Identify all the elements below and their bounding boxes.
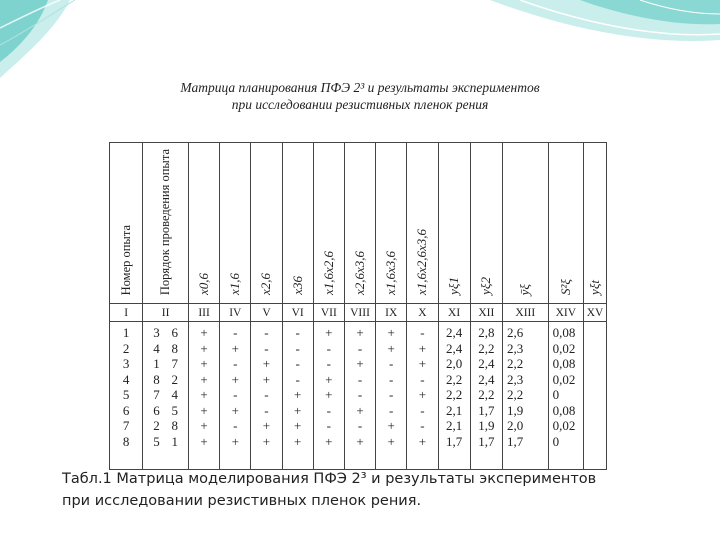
table-value: 2,1 xyxy=(445,418,463,434)
table-value: + xyxy=(293,387,302,403)
table-value: + xyxy=(200,418,208,434)
table-value: - xyxy=(420,418,425,434)
table-value: 5 xyxy=(171,402,179,418)
table-value: 1,7 xyxy=(506,433,524,449)
header-x1x2: x1,6x2,6 xyxy=(320,251,336,296)
table-value: + xyxy=(231,340,239,356)
table-value: 0,08 xyxy=(552,402,576,418)
table-value: - xyxy=(389,402,394,418)
table-value: - xyxy=(295,356,300,372)
table-value: 1 xyxy=(122,325,130,341)
table-value: 2,1 xyxy=(445,402,463,418)
table-value: + xyxy=(200,340,208,356)
header-cell xyxy=(110,143,143,304)
factor-cell xyxy=(376,322,407,470)
table-value: - xyxy=(233,356,238,372)
table-value: + xyxy=(418,433,427,449)
table-value: 7 xyxy=(153,387,160,403)
table-value: + xyxy=(356,433,364,449)
table-value: 1,9 xyxy=(478,418,495,434)
table-value: 0,08 xyxy=(552,356,576,372)
table-value: - xyxy=(295,371,300,387)
table-value: + xyxy=(387,340,395,356)
y2-cell xyxy=(470,322,502,470)
table-value: + xyxy=(293,433,302,449)
table-value: + xyxy=(200,433,208,449)
table-value: + xyxy=(356,402,364,418)
table-value: - xyxy=(357,387,363,403)
y-theoretical-cell xyxy=(584,322,607,470)
table-value: 0 xyxy=(552,387,560,403)
table-value: - xyxy=(420,402,425,418)
header-experiment-number: Номер опыта xyxy=(118,224,133,296)
table-value: - xyxy=(420,325,425,341)
table-value: 4 xyxy=(153,340,160,356)
roman-cell: XV xyxy=(584,304,607,322)
table-value: 1,7 xyxy=(445,433,463,449)
header-cell xyxy=(143,143,189,304)
table-value: + xyxy=(262,356,271,372)
table-value: 2 xyxy=(153,418,160,434)
table-value: - xyxy=(357,371,363,387)
header-cell xyxy=(548,143,583,304)
table-value: - xyxy=(326,340,332,356)
table-value: - xyxy=(264,387,269,403)
header-cell xyxy=(407,143,438,304)
header-cell xyxy=(313,143,344,304)
table-value: + xyxy=(231,371,239,387)
table-value: - xyxy=(264,402,269,418)
table-value: 1 xyxy=(171,433,179,449)
table-value: 4 xyxy=(122,371,130,387)
factor-cell xyxy=(282,322,313,470)
table-value: 2,2 xyxy=(445,387,463,403)
table-value: 3 xyxy=(122,356,130,372)
table-value: + xyxy=(200,356,208,372)
roman-cell: XII xyxy=(470,304,502,322)
table-value: 8 xyxy=(122,433,130,449)
table-value: 6 xyxy=(122,402,130,418)
table-value: 1,7 xyxy=(478,433,495,449)
factor-cell xyxy=(220,322,251,470)
table-value: 0,02 xyxy=(552,340,576,356)
table-value: + xyxy=(387,325,395,341)
table-value: + xyxy=(418,340,427,356)
roman-cell: V xyxy=(251,304,282,322)
table-value: 7 xyxy=(122,418,130,434)
table-value: + xyxy=(325,371,333,387)
table-value: - xyxy=(326,402,332,418)
header-cell xyxy=(189,143,220,304)
planning-matrix-table xyxy=(109,142,607,470)
roman-cell: III xyxy=(189,304,220,322)
table-value: 7 xyxy=(171,356,179,372)
header-cell xyxy=(438,143,470,304)
table-value: + xyxy=(325,325,333,341)
header-x1: x1,6 xyxy=(227,273,243,296)
table-value: 2,6 xyxy=(506,325,524,341)
table-value: 4 xyxy=(171,387,179,403)
table-value: + xyxy=(293,418,302,434)
table-value: 2,2 xyxy=(478,340,495,356)
factor-cell xyxy=(313,322,344,470)
table-value: - xyxy=(420,371,425,387)
table-value: - xyxy=(389,371,394,387)
header-cell xyxy=(282,143,313,304)
table-body-row xyxy=(110,322,607,470)
header-cell xyxy=(251,143,282,304)
table-value: - xyxy=(264,340,269,356)
table-value: 2,4 xyxy=(478,371,495,387)
table-value: + xyxy=(293,402,302,418)
roman-cell: VII xyxy=(313,304,344,322)
header-y1: yξ1 xyxy=(446,277,462,296)
table-value: 5 xyxy=(122,387,130,403)
factor-cell xyxy=(251,322,282,470)
table-value: 2,0 xyxy=(506,418,524,434)
table-value: + xyxy=(231,402,239,418)
roman-cell: II xyxy=(143,304,189,322)
table-value: 2,4 xyxy=(445,340,463,356)
table-value: + xyxy=(387,433,395,449)
table-value: + xyxy=(262,433,271,449)
table-value: + xyxy=(262,418,271,434)
caption-line-1: Табл.1 Матрица моделирования ПФЭ 2³ и результаты экспериментов xyxy=(62,471,597,487)
table-value: 2,8 xyxy=(478,325,495,341)
table-value: + xyxy=(325,387,333,403)
roman-cell: X xyxy=(407,304,438,322)
table-roman-numeral-row xyxy=(110,304,607,322)
table-value: + xyxy=(231,433,239,449)
roman-cell: VIII xyxy=(344,304,375,322)
table-value: 8 xyxy=(153,371,160,387)
factor-cell xyxy=(344,322,375,470)
table-value: + xyxy=(387,418,395,434)
table-value: - xyxy=(233,387,238,403)
table-value: 1 xyxy=(153,356,160,372)
decorative-corner-top-right xyxy=(460,0,720,90)
table-value: 2 xyxy=(122,340,130,356)
header-cell xyxy=(376,143,407,304)
header-y-mean: ȳξ xyxy=(517,283,533,296)
table-value: 6 xyxy=(153,402,160,418)
factor-cell xyxy=(189,322,220,470)
header-x2: x2,6 xyxy=(258,273,274,296)
table-value: 2,3 xyxy=(506,340,524,356)
table-value: 2,0 xyxy=(445,356,463,372)
table-value: 1,9 xyxy=(506,402,524,418)
header-experiment-order: Порядок проведения опыта xyxy=(158,149,173,296)
variance-cell xyxy=(548,322,583,470)
header-cell xyxy=(344,143,375,304)
document-title xyxy=(110,79,610,113)
table-value: 6 xyxy=(171,325,179,341)
header-y-theoretical: yξt xyxy=(587,280,602,296)
table-value: 2,2 xyxy=(506,387,524,403)
table-value: + xyxy=(200,325,208,341)
table-value: + xyxy=(200,387,208,403)
table-value: - xyxy=(233,418,238,434)
table-value: - xyxy=(357,418,363,434)
table-value: + xyxy=(262,371,271,387)
table-header-row xyxy=(110,143,607,304)
table-value: 5 xyxy=(153,433,160,449)
table-value: 0,08 xyxy=(552,325,576,341)
table-value: - xyxy=(295,325,300,341)
table-value: 0,02 xyxy=(552,418,576,434)
roman-cell: XI xyxy=(438,304,470,322)
factor-cell xyxy=(407,322,438,470)
table-value: 2,4 xyxy=(445,325,463,341)
roman-cell: IX xyxy=(376,304,407,322)
header-x3: x36 xyxy=(289,276,305,296)
table-value: - xyxy=(389,356,394,372)
table-value: - xyxy=(357,340,363,356)
roman-cell: I xyxy=(110,304,143,322)
table-value: - xyxy=(326,418,332,434)
table-value: + xyxy=(200,402,208,418)
table-value: 8 xyxy=(171,340,179,356)
header-cell xyxy=(502,143,548,304)
table-value: - xyxy=(326,356,332,372)
table-value: 0,02 xyxy=(552,371,576,387)
caption-line-2: при исследовании резистивных пленок рения. xyxy=(62,493,422,509)
table-value: 2,4 xyxy=(478,356,495,372)
document-title-line-2: при исследовании резистивных пленок рения xyxy=(231,97,489,112)
header-cell xyxy=(470,143,502,304)
roman-cell: XIII xyxy=(502,304,548,322)
table-value: 2,2 xyxy=(506,356,524,372)
roman-cell: IV xyxy=(220,304,251,322)
table-value: + xyxy=(418,387,427,403)
table-value: 1,7 xyxy=(478,402,495,418)
experiment-number-cell xyxy=(110,322,143,470)
header-x2x3: x2,6x3,6 xyxy=(352,251,368,296)
table-value: - xyxy=(233,325,238,341)
document-title-line-1: Матрица планирования ПФЭ 2³ и результаты экспериментов xyxy=(180,80,540,95)
table-caption xyxy=(62,468,682,512)
table-value: 2,3 xyxy=(506,371,524,387)
table-value: + xyxy=(418,356,427,372)
table-value: + xyxy=(356,325,364,341)
table-value: - xyxy=(295,340,300,356)
table-value: 2,2 xyxy=(445,371,463,387)
header-cell xyxy=(220,143,251,304)
table-value: 2 xyxy=(171,371,179,387)
header-variance: S²ξ xyxy=(557,279,573,296)
experiment-order-cell xyxy=(143,322,189,470)
table-value: + xyxy=(356,356,364,372)
table-value: 3 xyxy=(153,325,160,341)
table-value: 8 xyxy=(171,418,179,434)
y-mean-cell xyxy=(502,322,548,470)
roman-cell: XIV xyxy=(548,304,583,322)
header-y2: yξ2 xyxy=(478,277,494,296)
header-x1x2x3: x1,6x2,6x3,6 xyxy=(414,229,430,296)
table-value: - xyxy=(264,325,269,341)
table-value: 0 xyxy=(552,433,560,449)
y1-cell xyxy=(438,322,470,470)
header-x1x3: x1,6x3,6 xyxy=(383,251,399,296)
table-value: - xyxy=(389,387,394,403)
header-x0: x0,6 xyxy=(196,273,212,296)
table-value: + xyxy=(200,371,208,387)
table-value: 2,2 xyxy=(478,387,495,403)
table-value: + xyxy=(325,433,333,449)
header-cell xyxy=(584,143,607,304)
roman-cell: VI xyxy=(282,304,313,322)
